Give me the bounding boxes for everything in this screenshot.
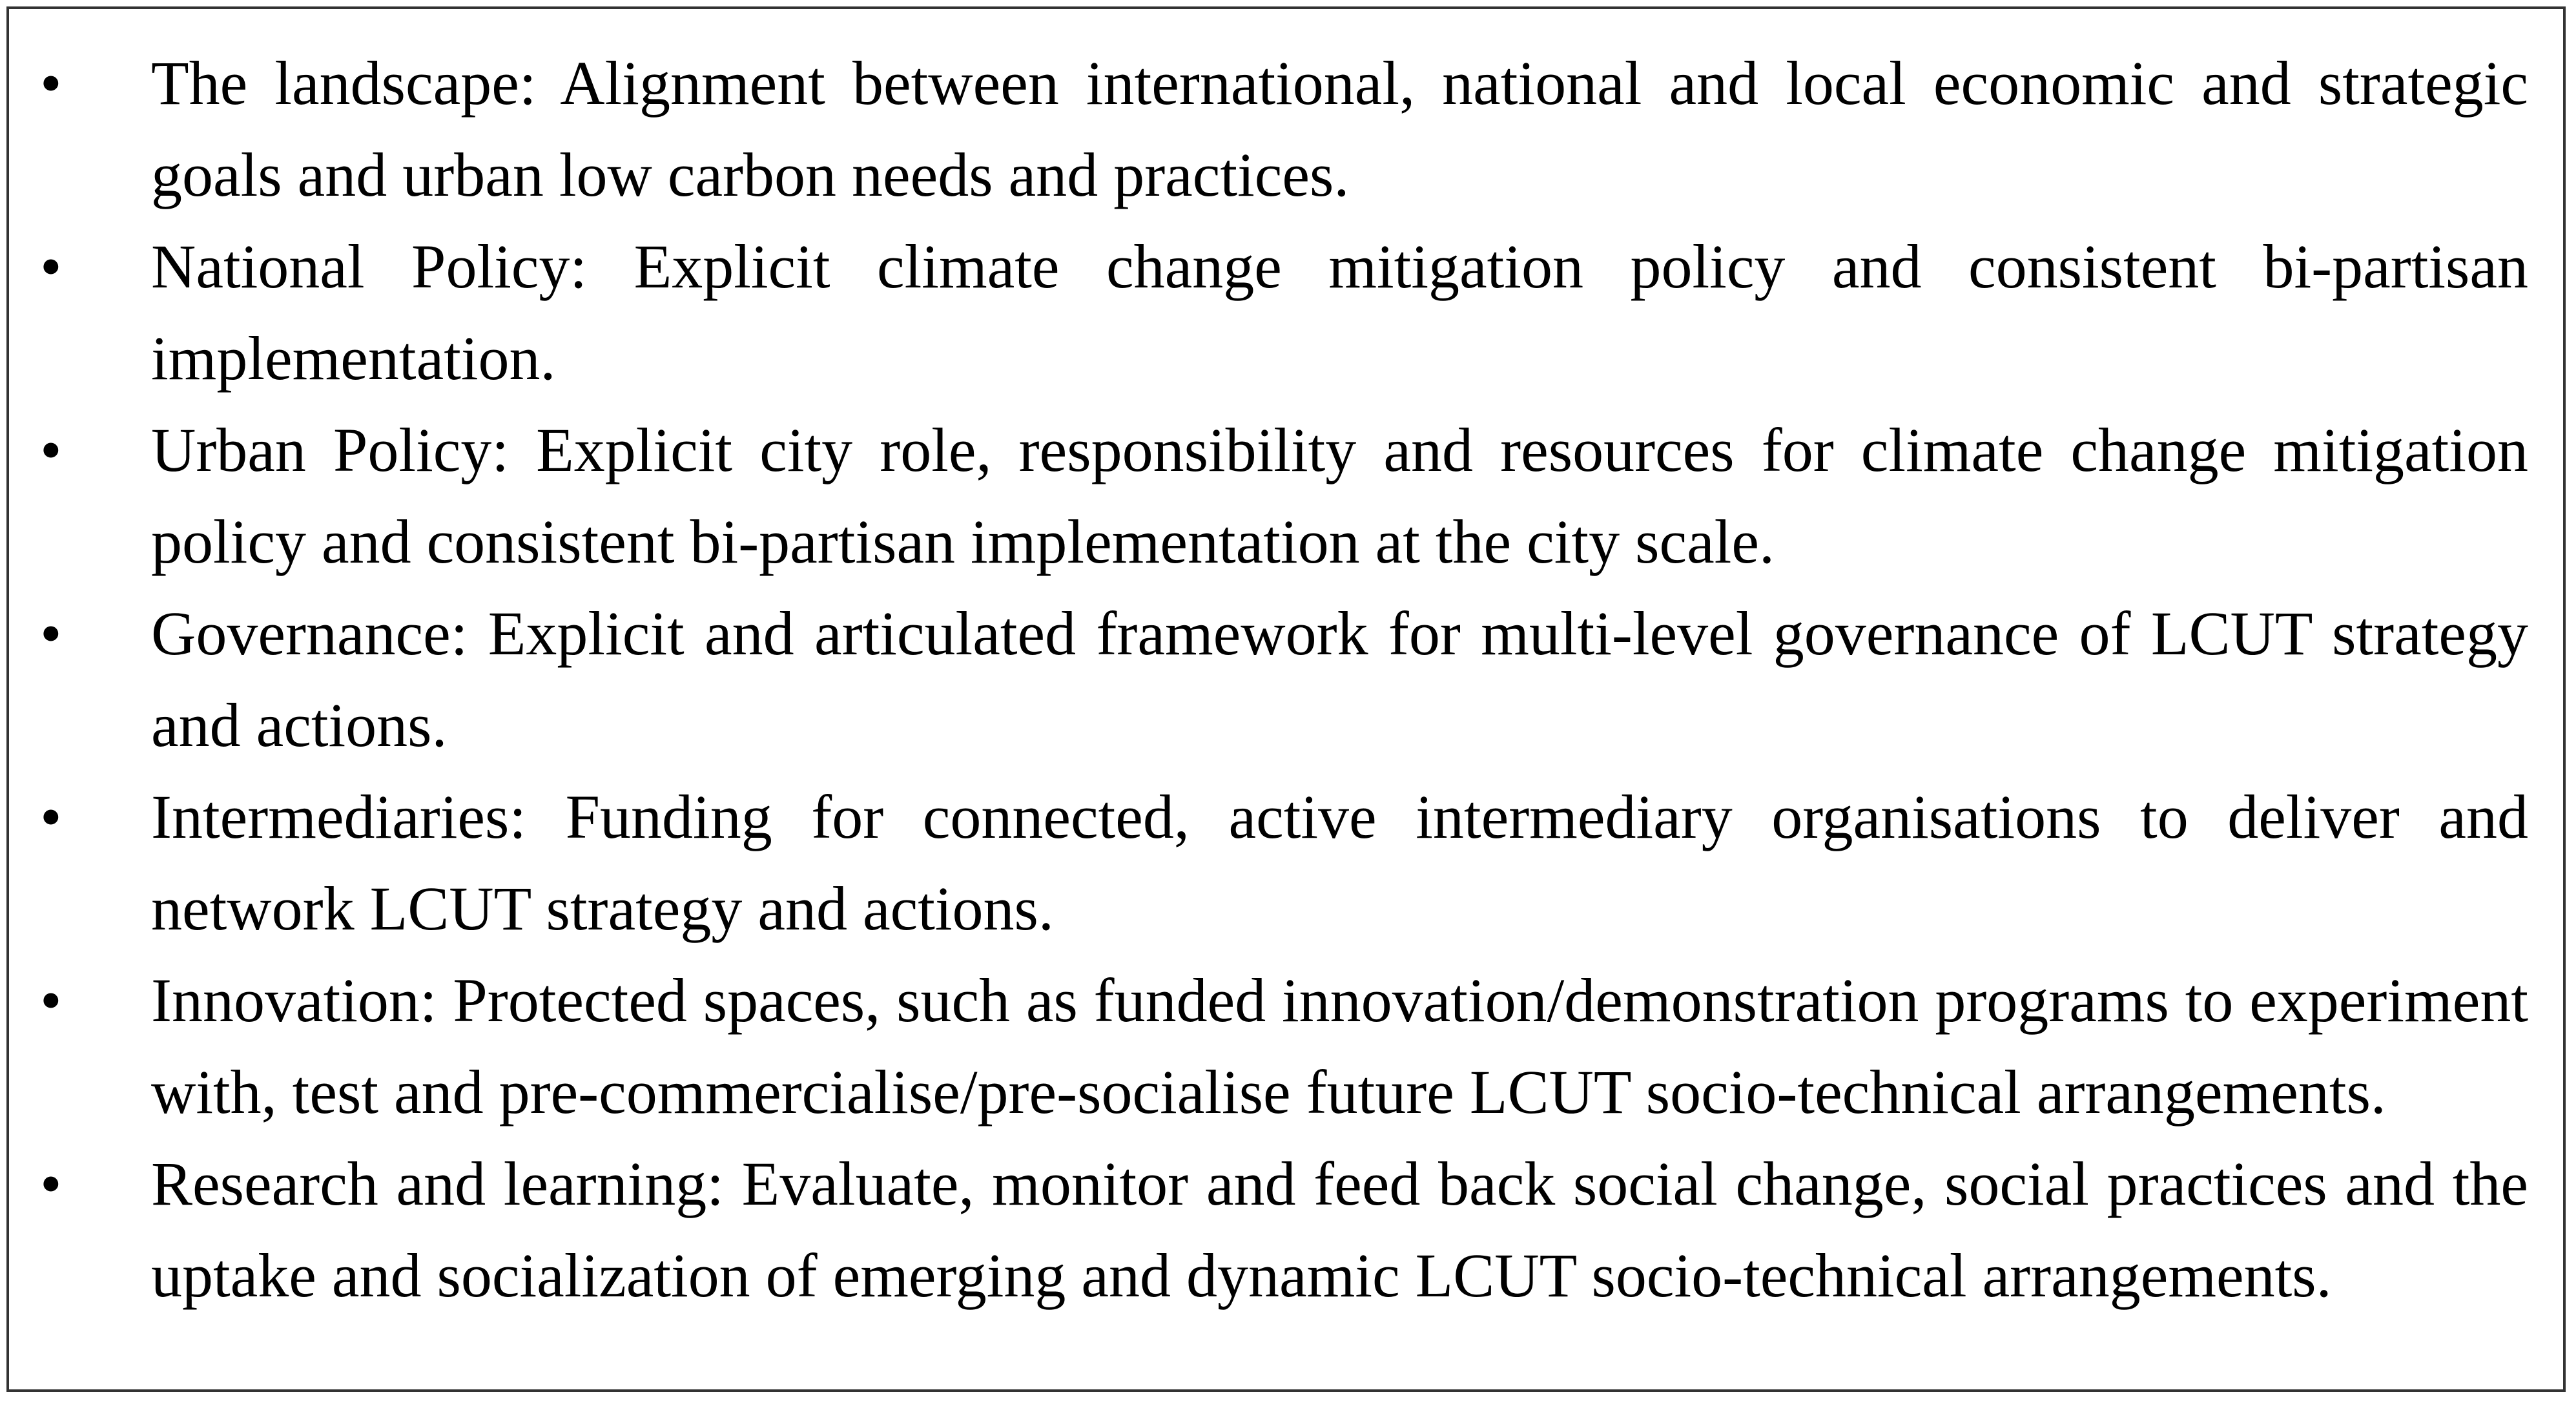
list-item [9,37,2563,221]
list-item [9,771,2563,955]
bullet-icon: • [40,48,62,118]
bullet-list [9,37,2563,1322]
list-item-text: Intermediaries: Funding for connected, active intermediary organisations to deliver and network LCUT strategy and actions. [151,782,2528,943]
bullet-icon: • [40,599,62,668]
bordered-text-box [6,6,2566,1392]
list-item-text: Urban Policy: Explicit city role, responsibility and resources for climate change mitigation policy and consistent bi-partisan implementation at the city scale. [151,415,2528,576]
list-item [9,404,2563,588]
bullet-icon: • [40,415,62,484]
list-item-text: Research and learning: Evaluate, monitor and feed back social change, social practices and the uptake and socialization of emerging and dynamic LCUT socio-technical arrangements. [151,1149,2528,1310]
list-item-text: Innovation: Protected spaces, such as funded innovation/demonstration programs to experiment with, test and pre-commercialise/pre-socialise future LCUT socio-technical arrangements. [151,966,2528,1126]
list-item-text: The landscape: Alignment between international, national and local economic and strategic goals and urban low carbon needs and practices. [151,48,2528,209]
list-item [9,221,2563,404]
list-item-text: Governance: Explicit and articulated framework for multi-level governance of LCUT strategy and actions. [151,599,2528,760]
bullet-icon: • [40,966,62,1035]
bullet-icon: • [40,782,62,851]
bullet-icon: • [40,232,62,301]
list-item [9,955,2563,1138]
list-item-text: National Policy: Explicit climate change mitigation policy and consistent bi-partisan implementation. [151,232,2528,393]
bullet-icon: • [40,1149,62,1218]
list-item [9,588,2563,771]
list-item [9,1138,2563,1322]
